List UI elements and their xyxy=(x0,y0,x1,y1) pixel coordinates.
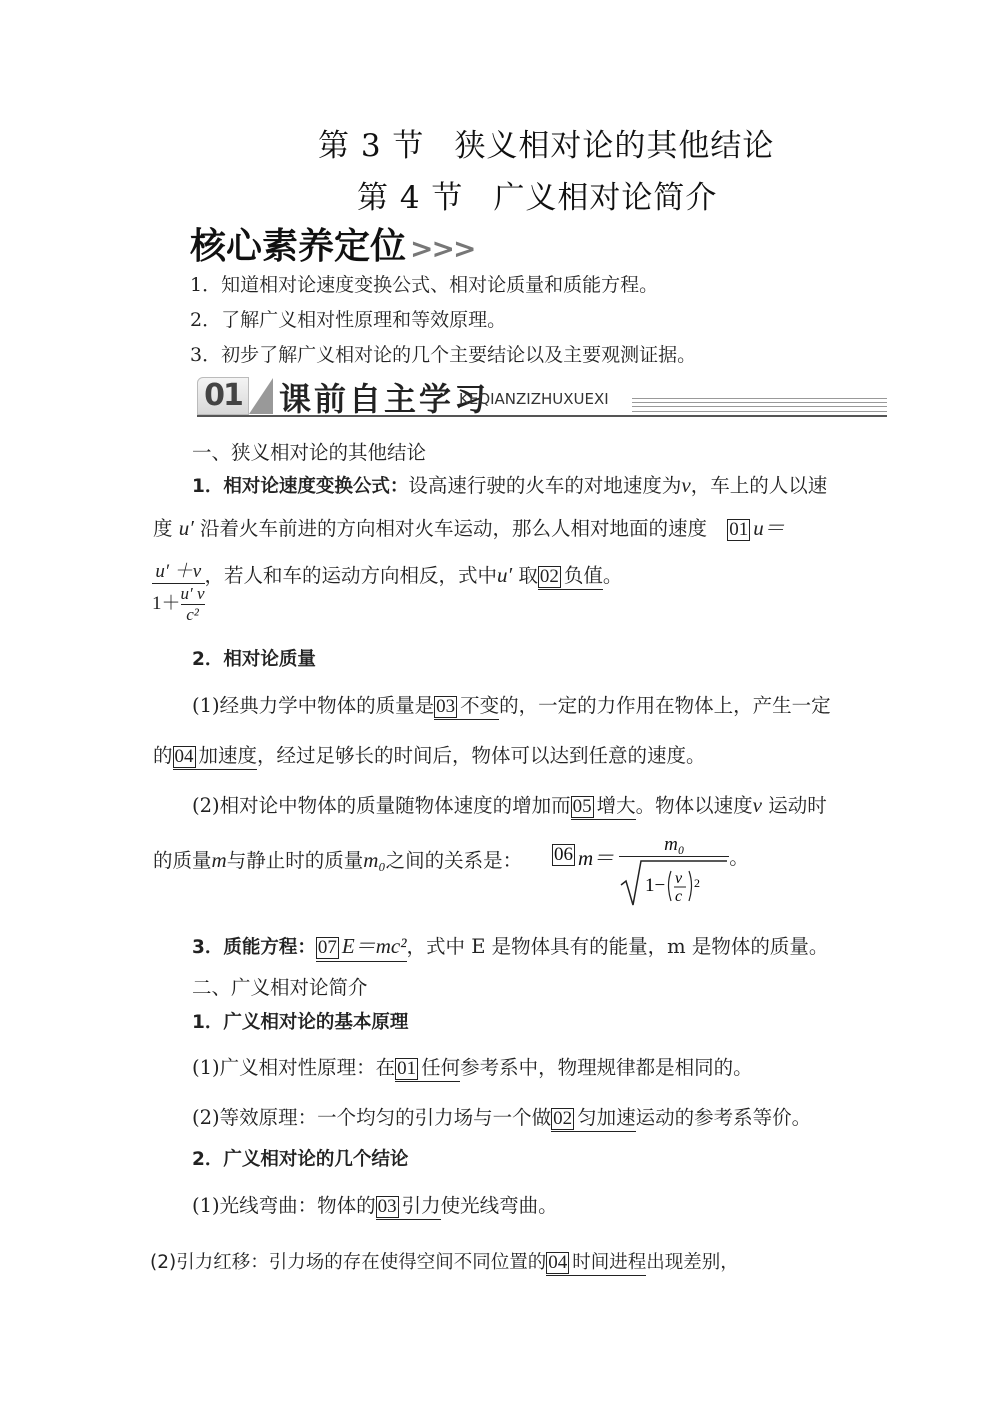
text: 运动时 xyxy=(768,794,827,817)
part2-item2-title xyxy=(192,1145,408,1171)
text: (1)广义相对性原理：在 xyxy=(192,1056,396,1079)
sqrt-expression-icon xyxy=(619,857,729,909)
banner-slant-decoration xyxy=(249,378,273,414)
answer-01: 任何 xyxy=(421,1056,461,1079)
svg-text:2: 2 xyxy=(694,876,701,890)
text: 与静止时的质量 xyxy=(226,849,364,872)
part1-item2-title xyxy=(192,645,316,671)
answer-07: E＝mc² xyxy=(341,934,407,958)
text: 的 xyxy=(153,744,173,767)
variable: u′ xyxy=(178,516,194,540)
text: 。物体以速度 xyxy=(635,794,753,817)
text: 。 xyxy=(602,564,623,587)
part2-item1-sub2 xyxy=(192,1102,811,1132)
blank-number-01: 01 xyxy=(729,519,749,540)
text: 运动的参考系等价。 xyxy=(635,1106,812,1129)
text: 使光线弯曲。 xyxy=(440,1194,558,1217)
blank-number-02: 02 xyxy=(553,1108,573,1129)
text: 1＋ xyxy=(152,592,181,614)
text: (2)相对论中物体的质量随物体速度的增加而 xyxy=(192,794,571,817)
answer-03: 不变 xyxy=(460,694,500,717)
part2-item2-sub1 xyxy=(192,1190,558,1220)
variable: m₀ xyxy=(363,848,386,872)
text: 的，一定的力作用在物体上，产生一定 xyxy=(499,694,831,717)
text: 度 xyxy=(153,517,173,540)
blank-number-04: 04 xyxy=(548,1252,568,1273)
item-title: 2．相对论质量 xyxy=(192,649,316,670)
part2-heading: 二、广义相对论简介 xyxy=(192,976,368,999)
part1-item2-sub2-line2 xyxy=(153,845,522,873)
blank-number-03: 03 xyxy=(436,696,456,717)
banner-number: 01 xyxy=(197,377,249,415)
part1-item3 xyxy=(192,930,828,962)
text: 的质量 xyxy=(153,849,212,872)
text: ，式中 E 是物体具有的能量，m 是物体的质量。 xyxy=(406,935,829,958)
text: u′ v xyxy=(180,584,205,603)
text: (2)引力红移：引力场的存在使得空间不同位置的 xyxy=(150,1252,547,1273)
blank-number-06: 06 xyxy=(554,844,573,865)
banner-pinyin: KEQIANZIZHUXUEXI xyxy=(459,390,609,408)
blank-number-03: 03 xyxy=(377,1196,397,1217)
variable: v xyxy=(681,473,691,497)
velocity-formula xyxy=(152,556,205,625)
blank-number-02: 02 xyxy=(539,566,559,587)
text: 取 xyxy=(518,564,538,587)
part1-item2-sub1-line1 xyxy=(192,690,831,720)
formula-numerator: u′ ＋v xyxy=(155,561,202,582)
variable: u′ xyxy=(497,563,513,587)
variable: v xyxy=(752,793,762,817)
part1-item2-sub2-line1 xyxy=(192,790,827,820)
formula-numerator: m₀ xyxy=(664,834,685,855)
part1-item1-line3 xyxy=(152,556,622,625)
section-title-3 xyxy=(318,120,774,165)
text: (2)等效原理：一个均匀的引力场与一个做 xyxy=(192,1106,552,1129)
formula-denominator xyxy=(152,583,205,625)
formula-lhs: m＝ xyxy=(578,846,615,870)
core-literacy-label: 核心素养定位 xyxy=(190,226,407,267)
banner-rule-lines xyxy=(632,398,887,412)
blank-number-07: 07 xyxy=(317,937,337,958)
item-title: 1．相对论速度变换公式： xyxy=(192,476,409,497)
answer-04: 加速度 xyxy=(198,744,258,767)
item-title: 1．广义相对论的基本原理 xyxy=(192,1012,409,1033)
text: 参考系中，物理规律都是相同的。 xyxy=(460,1056,753,1079)
formula-lhs: u＝ xyxy=(753,516,785,540)
objective-2: 2．了解广义相对性原理和等效原理。 xyxy=(190,309,507,331)
item-title: 3．质能方程： xyxy=(192,937,316,958)
text: ，经过足够长的时间后，物体可以达到任意的速度。 xyxy=(257,744,706,767)
core-literacy-heading xyxy=(190,218,474,269)
section-banner xyxy=(197,374,887,418)
text: ，若人和车的运动方向相反，式中 xyxy=(204,564,498,587)
objective-1: 1．知道相对论速度变换公式、相对论质量和质能方程。 xyxy=(190,274,659,296)
part1-item1-line1 xyxy=(192,470,827,498)
section-name: 广义相对论简介 xyxy=(493,180,718,216)
objective-3: 3．初步了解广义相对论的几个主要结论以及主要观测证据。 xyxy=(190,344,697,366)
banner-baseline xyxy=(197,415,887,417)
answer-02: 负值 xyxy=(563,564,603,587)
banner-label: 课前自主学习 xyxy=(279,380,490,418)
svg-text:1−: 1− xyxy=(645,875,666,896)
text: c² xyxy=(181,604,205,625)
answer-03: 引力 xyxy=(401,1194,441,1217)
text: (1)经典力学中物体的质量是 xyxy=(192,694,435,717)
section-number: 第 3 节 xyxy=(318,128,425,164)
part1-item2-sub1-line2 xyxy=(153,740,706,770)
svg-text:v: v xyxy=(675,870,683,887)
part2-item2-sub2 xyxy=(150,1248,739,1276)
text: 出现差别， xyxy=(646,1252,739,1273)
text: (1)光线弯曲：物体的 xyxy=(192,1194,376,1217)
part1-item1-line2 xyxy=(153,512,785,542)
item-title: 2．广义相对论的几个结论 xyxy=(192,1149,409,1170)
blank-number-01: 01 xyxy=(397,1058,417,1079)
text: ，车上的人以速 xyxy=(690,474,828,497)
part2-item1-title xyxy=(192,1008,408,1034)
part1-heading: 一、狭义相对论的其他结论 xyxy=(192,441,427,464)
answer-04: 时间进程 xyxy=(572,1252,647,1273)
part2-item1-sub1 xyxy=(192,1052,753,1082)
text: 设高速行驶的火车的对地速度为 xyxy=(408,474,682,497)
section-title-4 xyxy=(357,172,717,217)
blank-number-05: 05 xyxy=(572,796,592,817)
text: 之间的关系是： xyxy=(385,849,523,872)
text: 。 xyxy=(729,846,749,869)
svg-text:c: c xyxy=(675,888,683,905)
text: 沿着火车前进的方向相对火车运动，那么人相对地面的速度 xyxy=(200,517,708,540)
mass-formula xyxy=(552,834,749,914)
section-name: 狭义相对论的其他结论 xyxy=(454,128,775,164)
triple-chevron-icon: >>> xyxy=(410,232,475,265)
answer-05: 增大 xyxy=(596,794,636,817)
blank-number-04: 04 xyxy=(174,746,194,767)
answer-02: 匀加速 xyxy=(577,1106,636,1129)
variable: m xyxy=(211,848,227,872)
section-number: 第 4 节 xyxy=(357,180,464,216)
